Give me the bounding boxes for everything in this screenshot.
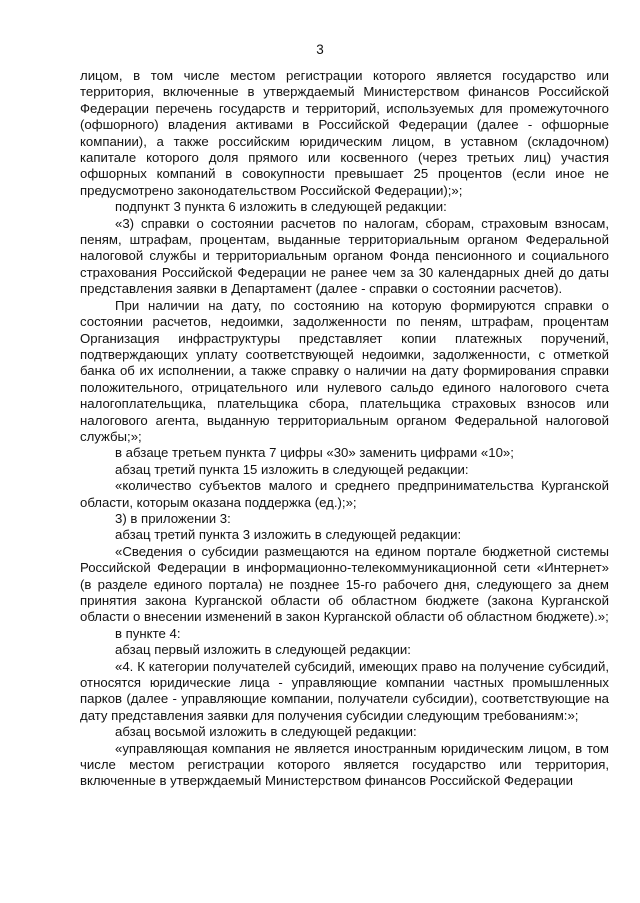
paragraph-subsidy-publication: «Сведения о субсидии размещаются на едином портале бюджетной системы Российской Федерации в информационно-телекоммуникационной сети «Интернет» (в разделе единого портала) не позднее 15-го рабочего дня, следующего за днем принятия закона Курганской области об областном бюджете (закона Курганской области о внесении изменений в закон Курганской области об областном бюджете).»; [80,543,609,625]
paragraph-appendix-3: 3) в приложении 3: [115,510,231,526]
paragraph-amend-item-15: абзац третий пункта 15 изложить в следующей редакции: [115,461,469,477]
paragraph-arrears-documents: При наличии на дату, по состоянию на которую формируются справки о состоянии расчетов, недоимки, задолженности по пеням, штрафам, процентам Организация инфраструктуры представляет копии платежных поручений, подтверждающих уплату соответствующей недоимки, задолженности, с отметкой банка об их исполнении, а также справку о наличии на дату формирования справки положительного, отрицательного или нулевого сальдо единого налогового счета налогоплательщика, плательщика сбора, плательщика страховых взносов или налогового агента, выданную территориальным органом Федеральной налоговой службы;»; [80,297,609,444]
page-number: 3 [316,42,324,57]
paragraph-settlement-certificates: «3) справки о состоянии расчетов по налогам, сборам, страховым взносам, пеням, штрафам, процентам, выданные территориальным органом Федеральной налоговой службы и территориальным органом Фонда пенсионного и социального страхования Российской Федерации не ранее чем за 30 календарных дней до даты представления заявки в Департамент (далее - справки о состоянии расчетов). [80,215,609,297]
paragraph-recipient-categories: «4. К категории получателей субсидий, имеющих право на получение субсидий, относятся юридические лица - управляющие компании частных промышленных парков (далее - управляющие компании, получатели субсидии), соответствующие на дату представления заявки для получения субсидии следующим требованиям:»; [80,658,609,723]
paragraph-management-company-requirement: «управляющая компания не является иностранным юридическим лицом, в том числе местом регистрации которого является государство или территория, включенные в утверждаемый Министерством финансов Российской Федерации [80,740,609,789]
paragraph-amend-subitem-3-item-6: подпункт 3 пункта 6 изложить в следующей редакции: [115,199,447,215]
paragraph-amend-eighth-subparagraph: абзац восьмой изложить в следующей редакции: [115,724,417,740]
paragraph-offshore-definition: лицом, в том числе местом регистрации которого является государство или территория, включенные в утверждаемый Министерством финансов Российской Федерации перечень государств и территорий, используемых для промежуточного (офшорного) владения активами в Российской Федерации (далее - офшорные компании), а также российским юридическим лицом, в уставном (складочном) капитале которого доля прямого или косвенного (через третьих лиц) участия офшорных компаний в совокупности превышает 25 процентов (если иное не предусмотрено законодательством Российской Федерации);»; [80,68,609,198]
paragraph-sme-count: «количество субъектов малого и среднего предпринимательства Курганской области, которым оказана поддержка (ед.);»; [80,478,609,510]
paragraph-amend-item-3: абзац третий пункта 3 изложить в следующей редакции: [115,527,462,543]
paragraph-item-4: в пункте 4: [115,625,181,641]
paragraph-amend-first-subparagraph: абзац первый изложить в следующей редакции: [115,642,411,658]
paragraph-amend-item-7: в абзаце третьем пункта 7 цифры «30» заменить цифрами «10»; [115,445,514,461]
document-body [80,68,609,790]
